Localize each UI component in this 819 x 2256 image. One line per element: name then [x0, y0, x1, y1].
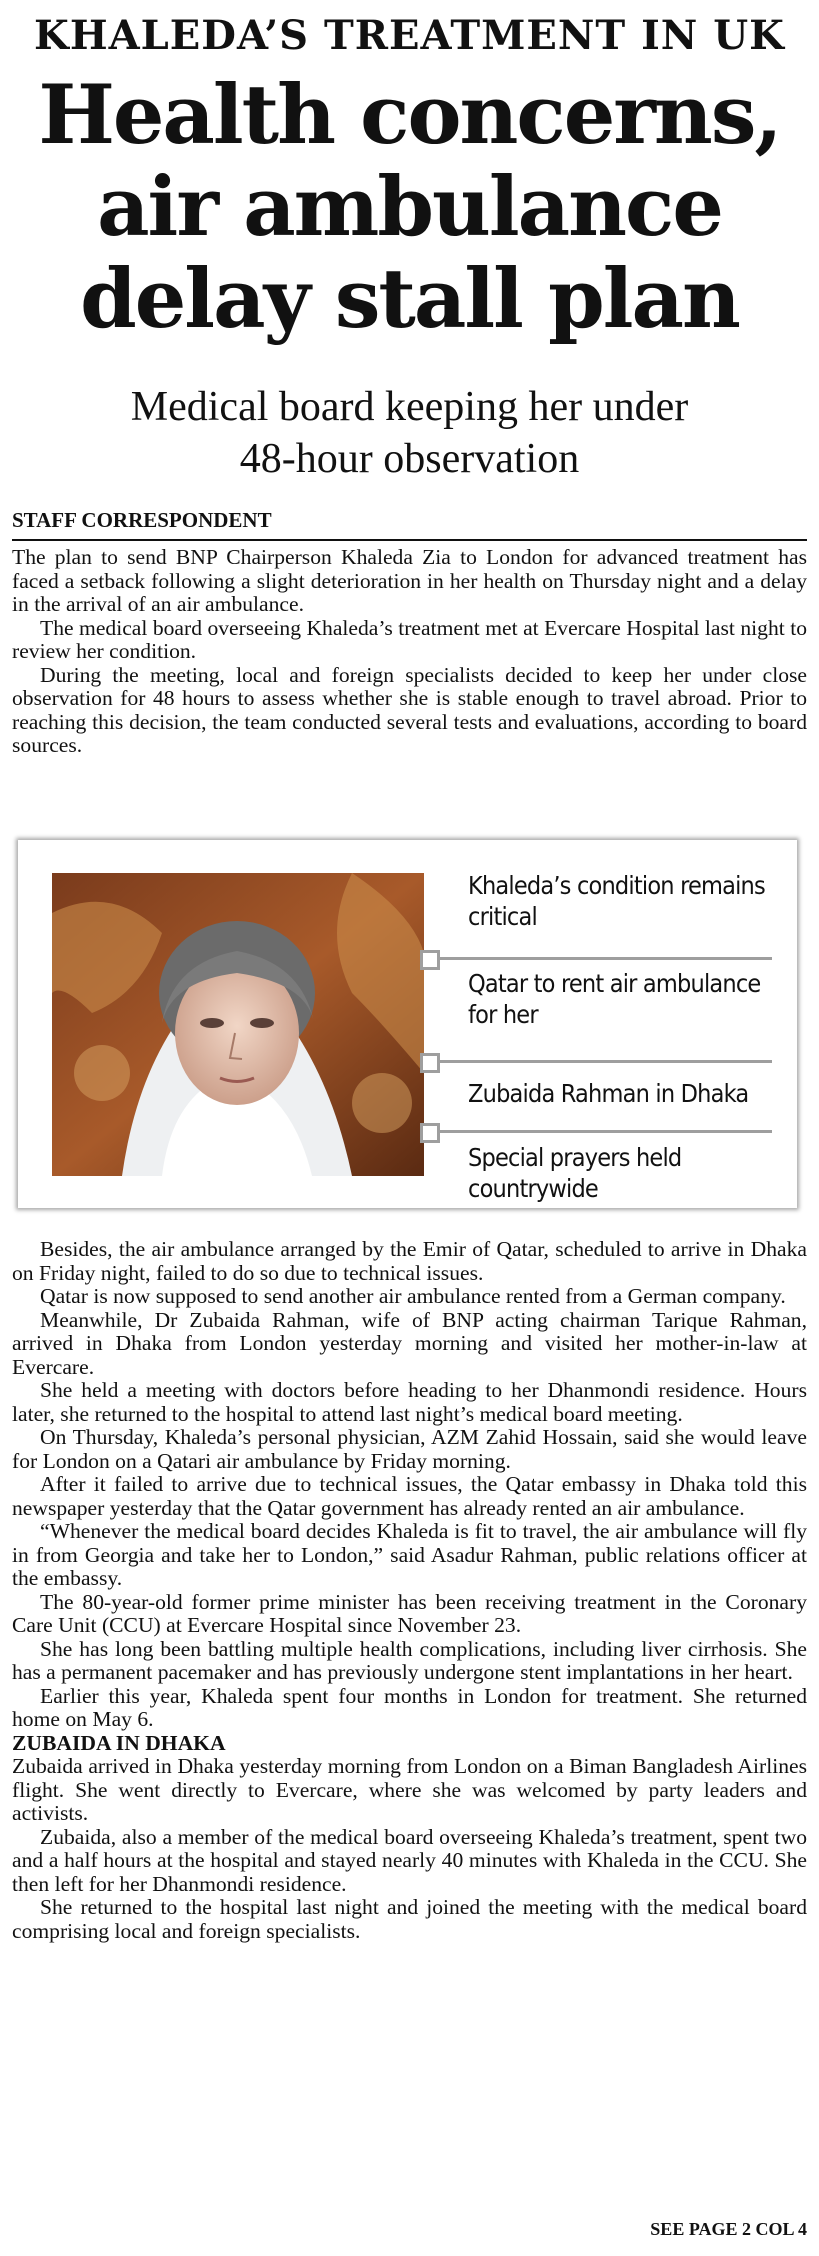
bullet-square	[420, 950, 440, 970]
paragraph: Meanwhile, Dr Zubaida Rahman, wife of BNP acting chairman Tarique Rahman, arrived in Dhaka from London yesterday morning and visited her mother-in-law at Evercare.	[12, 1307, 807, 1379]
paragraph: She held a meeting with doctors before heading to her Dhanmondi residence. Hours later, she returned to the hospital to attend last night’s medical board meeting.	[12, 1378, 807, 1426]
info-graphic	[18, 840, 797, 1208]
paragraph: Qatar is now supposed to send another air ambulance rented from a German company.	[40, 1284, 786, 1308]
khaleda-photo	[52, 873, 424, 1176]
bullet-square	[420, 1123, 440, 1143]
paragraph: The plan to send BNP Chairperson Khaleda Zia to London for advanced treatment has faced a setback following a slight deterioration in her health on Thursday night and a delay in the arrival of an air ambulance.	[12, 545, 807, 616]
headline-line: delay stall plan	[80, 252, 739, 347]
paragraph: Zubaida, also a member of the medical board overseeing Khaleda’s treatment, spent two and a half hours at the hospital and stayed nearly 40 minutes with Khaleda in the CCU. She then left for her Dhanmondi residence.	[12, 1824, 807, 1896]
body-text	[12, 1238, 807, 1943]
highlight-text: Zubaida Rahman in Dhaka	[468, 1079, 749, 1108]
subheadline-line: 48-hour observation	[239, 436, 580, 482]
byline: STAFF CORRESPONDENT	[12, 508, 272, 532]
paragraph: Zubaida arrived in Dhaka yesterday morning from London on a Biman Bangladesh Airlines flight. She went directly to Evercare, where she was welcomed by party leaders and activists.	[12, 1754, 807, 1825]
paragraph: “Whenever the medical board decides Khaleda is fit to travel, the air ambulance will fly in from Georgia and take her to London,” said Asadur Rahman, public relations officer at the embassy.	[12, 1519, 807, 1590]
connector-line	[430, 957, 772, 960]
subheadline	[0, 381, 819, 485]
paragraph: Earlier this year, Khaleda spent four months in London for treatment. She returned home on May 6.	[12, 1683, 807, 1731]
paragraph: She has long been battling multiple health complications, including liver cirrhosis. She has a permanent pacemaker and has previously undergone stent implantations in her heart.	[12, 1636, 807, 1684]
kicker: KHALEDA’S TREATMENT IN UK	[34, 12, 785, 59]
portrait-illustration	[52, 873, 424, 1176]
highlight-text: Qatar to rent air ambulance for her	[468, 969, 761, 1029]
connector-line	[430, 1060, 772, 1063]
paragraph: During the meeting, local and foreign specialists decided to keep her under close observation for 48 hours to assess whether she is stable enough to travel abroad. Prior to reaching this decision, the team conducted several tests and evaluations, according to board sources.	[12, 662, 807, 757]
paragraph: On Thursday, Khaleda’s personal physician, AZM Zahid Hossain, said she would leave for London on a Qatari air ambulance by Friday morning.	[12, 1425, 807, 1473]
headline-line: air ambulance	[97, 160, 722, 255]
paragraph: She returned to the hospital last night and joined the meeting with the medical board comprising local and foreign specialists.	[12, 1895, 807, 1943]
paragraph: Besides, the air ambulance arranged by the Emir of Qatar, scheduled to arrive in Dhaka on Friday night, failed to do so due to technical issues.	[12, 1237, 807, 1285]
byline-rule	[12, 539, 807, 541]
headline-line: Health concerns,	[38, 68, 781, 163]
intro-text	[12, 546, 807, 758]
highlight-text: Special prayers held countrywide	[468, 1143, 682, 1203]
paragraph: After it failed to arrive due to technical issues, the Qatar embassy in Dhaka told this newspaper yesterday that the Qatar government has already rented an air ambulance.	[12, 1472, 807, 1520]
subheadline-line: Medical board keeping her under	[130, 384, 689, 430]
paragraph: The medical board overseeing Khaleda’s treatment met at Evercare Hospital last night to review her condition.	[12, 615, 807, 663]
bullet-square	[420, 1053, 440, 1073]
paragraph: The 80-year-old former prime minister has been receiving treatment in the Coronary Care Unit (CCU) at Evercare Hospital since November 23.	[12, 1589, 807, 1637]
headline	[0, 70, 819, 346]
highlight-text: Khaleda’s condition remains critical	[468, 871, 765, 931]
continuation-note: SEE PAGE 2 COL 4	[650, 2219, 807, 2239]
section-heading: ZUBAIDA IN DHAKA	[12, 1730, 226, 1755]
connector-line	[430, 1130, 772, 1133]
